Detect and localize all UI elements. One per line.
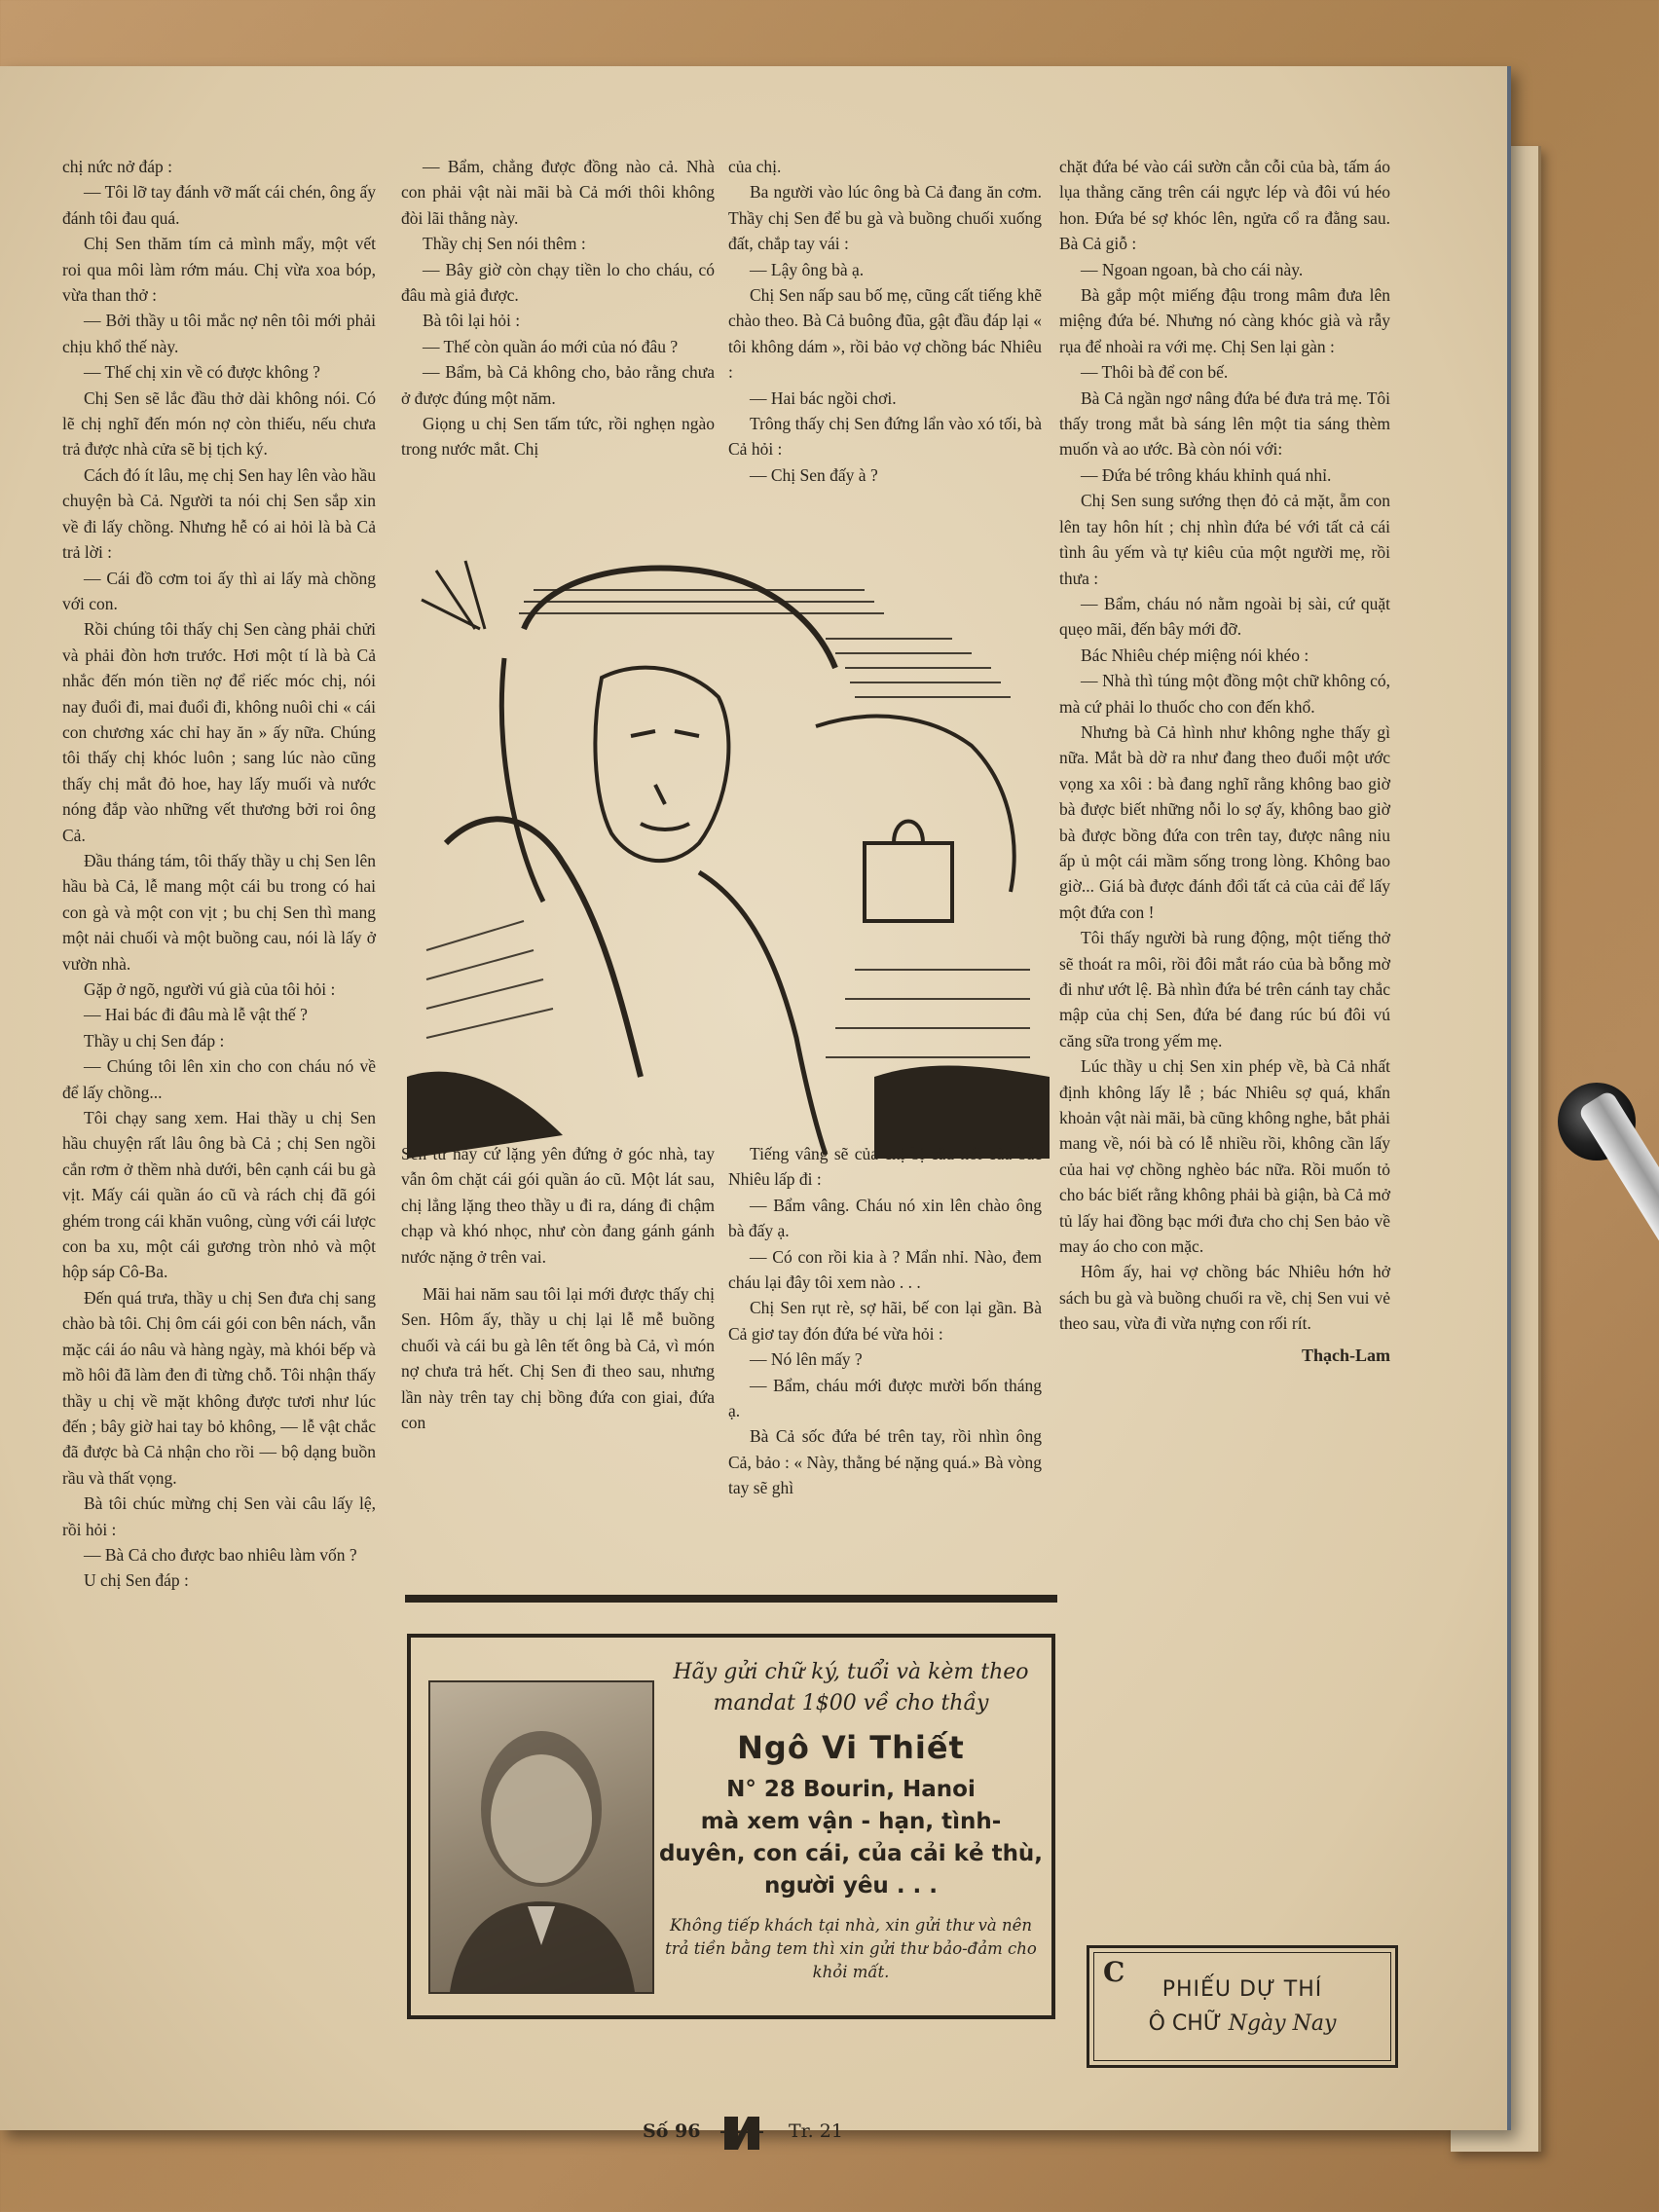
coupon-title: PHIẾU DỰ THÍ: [1161, 1977, 1323, 2002]
paragraph: — Ngoan ngoan, bà cho cái này.: [1081, 259, 1304, 279]
paragraph: Ba người vào lúc ông bà Cả đang ăn cơm. Thầy chị Sen để bu gà và buồng chuối xuống đất, chắp tay vái :: [728, 182, 1042, 254]
paragraph: Bà Cả sốc đứa bé trên tay, rồi nhìn ông Cả, bảo : « Này, thằng bé nặng quá.» Bà vòng tay sẽ ghì: [728, 1426, 1042, 1498]
paragraph: của chị.: [728, 157, 782, 176]
issue-number: Số 96: [643, 2120, 701, 2142]
coupon-subtitle-prefix: Ô CHỮ: [1148, 2011, 1222, 2036]
author-signature: Thạch-Lam: [1301, 1345, 1390, 1365]
column-2-lower-intro: [401, 1141, 715, 1270]
ad-address: N° 28 Bourin, Hanoi: [726, 1777, 976, 1802]
paragraph: Sen từ nãy cứ lặng yên đứng ở góc nhà, tay vẫn ôm chặt cái gói quần áo cũ. Một lát sau, chị lẳng lặng theo thầy u đi ra, dáng đi chậm chạp và khó nhọc, như còn đang gánh gánh nước nặng ở trên vai.: [401, 1144, 715, 1267]
paragraph: chị nức nở đáp :: [62, 157, 173, 176]
paragraph: Chị Sen nấp sau bố mẹ, cũng cất tiếng khẽ chào theo. Bà Cả buông đũa, gật đầu đáp lại « tôi không dám », rồi bảo vợ chồng bác Nhiêu :: [728, 285, 1042, 383]
paragraph: Bà tôi chúc mừng chị Sen vài câu lấy lệ, rồi hỏi :: [62, 1493, 376, 1539]
crossword-entry-coupon: [1087, 1945, 1398, 2068]
paragraph: Thầy chị Sen nói thêm :: [423, 234, 586, 254]
paragraph: — Thôi bà để con bế.: [1081, 362, 1229, 383]
paragraph: Chị Sen rụt rè, sợ hãi, bế con lại gần. Bà Cả giơ tay đón đứa bé vừa hỏi :: [728, 1298, 1042, 1344]
paragraph: Tôi thấy người bà rung động, một tiếng thở sẽ thoát ra môi, rồi đôi mắt ráo của bà bỗng mờ đi như ướt lệ. Bà nhìn đứa bé trên cánh tay chắc mập của chị Sen, đứa bé đang rúc bú đôi vú căng sữa trong yếm mẹ.: [1059, 928, 1390, 1051]
paragraph: U chị Sen đáp :: [84, 1570, 189, 1591]
newspaper-page: [0, 66, 1511, 2142]
coupon-mark: C: [1103, 1956, 1125, 1988]
paragraph: — Bây giờ còn chạy tiền lo cho cháu, có đâu mà giả được.: [401, 259, 715, 306]
paragraph: — Bởi thầy u tôi mắc nợ nên tôi mới phải chịu khổ thế này.: [62, 311, 376, 356]
paragraph: — Đứa bé trông kháu khỉnh quá nhỉ.: [1081, 464, 1332, 485]
paragraph: Bác Nhiêu chép miệng nói khéo :: [1081, 645, 1309, 665]
paragraph: Thầy u chị Sen đáp :: [84, 1030, 225, 1051]
text-column-4: [1059, 154, 1390, 1368]
coupon-subtitle: [1089, 2011, 1395, 2036]
text-column-1: [62, 154, 376, 1594]
paragraph: Tôi chạy sang xem. Hai thầy u chị Sen hầu chuyện rất lâu ông bà Cả ; chị Sen ngồi cắn rơm ở thềm nhà dưới, bên cạnh cái bu gà vịt. Mấy cái quần áo cũ và rách chị đã gói ghém trong cái khăn vuông, cùng với cái lược con ba xu, một cái gương tròn nhỏ và một hộp sáp Cô-Ba.: [62, 1108, 377, 1282]
text-column-2-lower: [401, 1141, 715, 1435]
text-column-2: [401, 154, 715, 462]
ad-services: mà xem vận - hạn, tình-duyên, con cái, của cải kẻ thù, người yêu . . .: [658, 1809, 1044, 1899]
paragraph: Chị Sen sẽ lắc đầu thở dài không nói. Có lẽ chị nghĩ đến món nợ còn thiếu, nếu chưa trả được nhà cửa sẽ bị tịch ký.: [62, 387, 376, 460]
column-4-paragraphs: [1059, 154, 1390, 1337]
paragraph: — Bẩm, bà Cả không cho, bảo rằng chưa ở được đúng một năm.: [401, 362, 715, 408]
fortune-teller-advertisement: [407, 1634, 1055, 2019]
paragraph: Lúc thầy u chị Sen xin phép về, bà Cả nhất định không lấy lễ ; bác Nhiêu sợ quá, khẩn khoản vật nài mãi, bà cũng không nghe, bắt phải mang về, nói bà có lễ nhiều rồi, không cần lấy của hai vợ chồng nghèo bác nữa. Rồi muốn tỏ cho bác biết rằng không phải bà giận, bà Cả mở tủ lấy hai đồng bạc mới đưa cho chị Sen bảo về may áo cho con mặc.: [1059, 1056, 1390, 1257]
paragraph: — Bẩm, cháu nó nằm ngoài bị sài, cứ quặt quẹo mãi, đến bây mới đỡ.: [1059, 593, 1390, 640]
paragraph: Rồi chúng tôi thấy chị Sen càng phải chửi và phải đòn hơn trước. Hơi một tí là bà Cả nhắc đến món tiền nợ để riếc móc chị, nói nay đuổi đi, mai đuổi đi, không nuôi chi « cái con chương xác chỉ hay ăn » ấy nữa. Chúng tôi thấy chị khóc luôn ; sang lúc nào cũng thấy chị mắt đỏ hoe, hay lấy muối và nước nóng đắp vào những vết thương bởi roi ông Cả.: [62, 619, 376, 845]
portrait-photo: [428, 1680, 654, 1994]
paragraph: Bà Cả ngần ngơ nâng đứa bé đưa trả mẹ. Tôi thấy trong mắt bà sáng lên một tia sáng thèm muốn và ao ước. Bà còn nói với:: [1059, 387, 1390, 460]
paragraph: Tiếng vâng sẽ của chị bị câu nói của bác Nhiêu lấp đi :: [728, 1144, 1042, 1190]
paragraph: — Hai bác đi đâu mà lễ vật thế ?: [84, 1005, 308, 1025]
paragraph: — Tôi lỡ tay đánh vỡ mất cái chén, ông ấy đánh tôi đau quá.: [62, 182, 376, 228]
binder-rod: [1577, 1089, 1659, 1325]
paragraph: — Bẩm, chẳng được đồng nào cả. Nhà con phải vật nài mãi bà Cả mới thôi không đòi lãi thằng này.: [401, 157, 715, 228]
paragraph: Nhưng bà Cả hình như không nghe thấy gì nữa. Mắt bà dờ ra như đang theo đuổi một ước vọng xa xôi : bà đang nghĩ rằng không bao giờ bà được biết những nỗi lo sợ ấy, không bao giờ bà được bồng đứa con trên tay, được nâng niu ấp ủ một cái mầm sống trong lòng. Không bao giờ... Giá bà được đánh đổi tất cả của cải để lấy một đứa con !: [1059, 721, 1390, 922]
column-2-lower-after: [401, 1281, 715, 1435]
paragraph: — Cái đồ cơm toi ấy thì ai lấy mà chồng với con.: [62, 568, 376, 613]
paragraph: — Lậy ông bà ạ.: [750, 259, 865, 279]
paragraph: Đầu tháng tám, tôi thấy thầy u chị Sen lên hầu bà Cả, lễ mang một cái bu trong có hai con gà và một con vịt ; bu chị Sen thì mang một nải chuối và một buồng cau, nói là lấy ở vườn nhà.: [62, 850, 376, 974]
ad-intro: Hãy gửi chữ ký, tuổi và kèm theo mandat 1$00 về cho thầy: [673, 1660, 1029, 1715]
paragraph: — Có con rồi kia à ? Mẩn nhỉ. Nào, đem cháu lại đây tôi xem nào . . .: [728, 1246, 1042, 1293]
paragraph: Giọng u chị Sen tấm tức, rồi nghẹn ngào trong nước mắt. Chị: [401, 414, 715, 460]
paragraph: — Nhà thì túng một đồng một chữ không có, mà cứ phải lo thuốc cho con đến khổ.: [1059, 671, 1390, 717]
paragraph: Chị Sen sung sướng thẹn đỏ cả mặt, ẵm con lên tay hôn hít ; chị nhìn đứa bé với tất cả cái tình âu yếm và tự kiêu của một người mẹ, rồi thưa :: [1059, 491, 1390, 588]
paragraph: Hôm ấy, hai vợ chồng bác Nhiêu hớn hở sách bu gà và buồng chuối ra về, chị Sen vui vẻ theo sau, vừa đi vừa nựng con rối rít.: [1059, 1262, 1390, 1334]
paragraph: Bà gắp một miếng đậu trong mâm đưa lên miệng đứa bé. Nhưng nó càng khóc già và rẫy rụa để nhoài ra với mẹ. Chị Sen lại gàn :: [1059, 285, 1390, 356]
advertisement-text: [658, 1657, 1044, 1984]
page-number: Tr. 21: [789, 2120, 843, 2142]
paragraph: — Bà Cả cho được bao nhiêu làm vốn ?: [84, 1544, 357, 1565]
paragraph: — Bẩm, cháu mới được mười bốn tháng ạ.: [728, 1375, 1042, 1421]
woodcut-illustration: [407, 551, 1050, 1159]
paragraph: Đến quá trưa, thầy u chị Sen đưa chị sang chào bà tôi. Chị ôm cái gói con bên nách, vẫn mặc cái áo nâu và hàng ngày, mà khói bếp và mồ hôi đã làm đen đi từng chỗ. Tôi nhận thấy thầy u chị về mặt không được tươi như lúc đến ; bây giờ hai tay bỏ không, — lễ vật chắc đã được bà Cả nhận cho rồi — bộ dạng buồn rầu và thất vọng.: [62, 1287, 376, 1488]
paragraph: — Thế chị xin về có được không ?: [84, 362, 320, 383]
coupon-magazine-title: Ngày Nay: [1228, 2011, 1337, 2036]
paragraph: Mãi hai năm sau tôi lại mới được thấy chị Sen. Hôm ấy, thầy u chị lại lễ mễ buồng chuối và cái bu gà lên tết ông bà Cả, vì món nợ chưa trả hết. Chị Sen đi theo sau, nhưng lần này trên tay chị bồng đứa con giai, đứa con: [401, 1284, 715, 1433]
paragraph: Cách đó ít lâu, mẹ chị Sen hay lên vào hầu chuyện bà Cả. Người ta nói chị Sen sắp xin về đi lấy chồng. Nhưng hễ có ai hỏi là bà Cả trả lời :: [62, 464, 376, 563]
text-column-3-lower: [728, 1141, 1042, 1501]
paragraph: Gặp ở ngõ, người vú già của tôi hỏi :: [84, 979, 336, 999]
paragraph: — Thế còn quần áo mới của nó đâu ?: [423, 336, 679, 356]
paragraph: — Hai bác ngồi chơi.: [750, 387, 897, 408]
paragraph: chặt đứa bé vào cái sườn cằn cỗi của bà, tấm áo lụa thẳng căng trên cái ngực lép và đôi vú héo hon. Đứa bé sợ khóc lên, ngửa cổ ra đằng sau. Bà Cả giỗ :: [1059, 157, 1390, 254]
magazine-logo-icon: [719, 2111, 765, 2154]
paragraph: Chị Sen thăm tím cả mình mẩy, một vết roi qua môi làm rớm máu. Chị vừa xoa bóp, vừa than thở :: [62, 234, 376, 306]
paragraph: Bà tôi lại hỏi :: [423, 311, 521, 331]
ad-name: Ngô Vi Thiết: [737, 1729, 965, 1766]
divider-rule: [405, 1595, 1057, 1603]
page-footer: [633, 2111, 905, 2154]
paragraph: — Nó lên mấy ?: [750, 1349, 863, 1370]
text-column-3: [728, 154, 1042, 488]
paragraph: — Chúng tôi lên xin cho con cháu nó về để lấy chồng...: [62, 1056, 376, 1102]
paragraph: — Chị Sen đấy à ?: [750, 464, 878, 485]
paragraph: Trông thấy chị Sen đứng lẩn vào xó tối, bà Cả hỏi :: [728, 414, 1042, 460]
ad-note: Không tiếp khách tại nhà, xin gửi thư và nên trả tiền bằng tem thì xin gửi thư bảo-đảm cho khỏi mất.: [665, 1916, 1037, 1981]
paragraph: — Bẩm vâng. Cháu nó xin lên chào ông bà đấy ạ.: [728, 1195, 1042, 1241]
